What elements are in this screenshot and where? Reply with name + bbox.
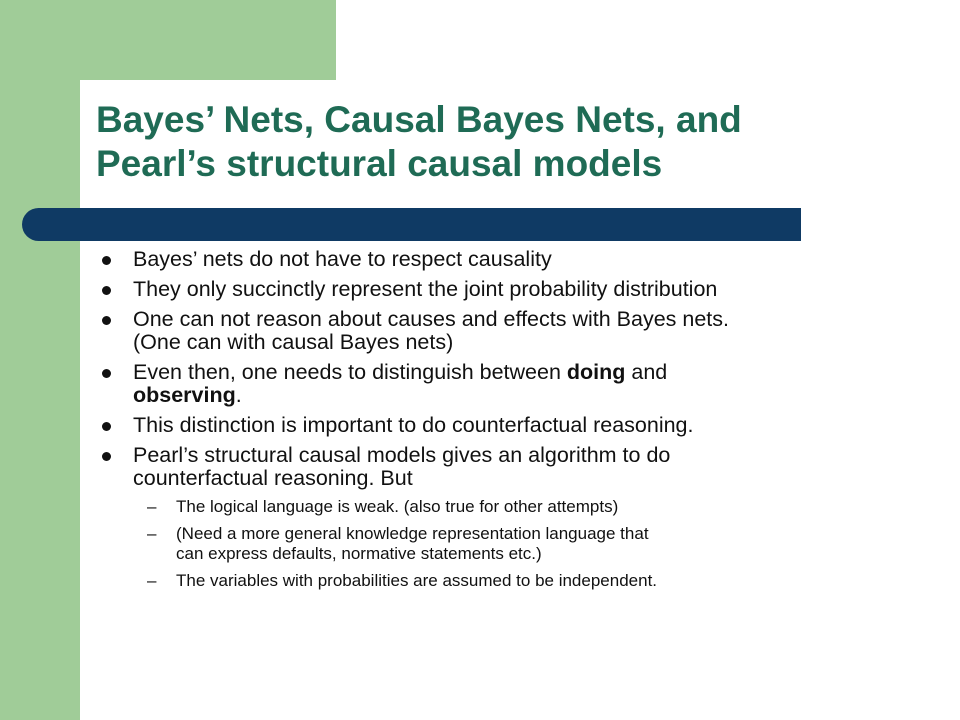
bullet-text-line: (One can with causal Bayes nets): [133, 330, 454, 354]
title-underline-bar: [22, 208, 801, 241]
bullet-list: [96, 248, 916, 591]
bullet-dot-icon: [102, 369, 111, 378]
bullet-text: .: [235, 383, 242, 407]
bullet-item: [96, 414, 916, 437]
bullet-text-line: counterfactual reasoning. But: [133, 466, 413, 490]
sub-bullet-text-line: can express defaults, normative statements etc.): [176, 544, 542, 563]
bullet-dot-icon: [102, 452, 111, 461]
bullet-item: [96, 361, 916, 407]
bullet-item: [96, 248, 916, 271]
sub-bullet-list: [133, 497, 916, 591]
dash-marker: –: [147, 497, 157, 516]
bullet-text: Even then, one needs to distinguish between: [133, 360, 567, 384]
bullet-dot-icon: [102, 256, 111, 265]
sub-bullet-text-line: (Need a more general knowledge representation language that: [176, 524, 649, 543]
title-line-1: Bayes’ Nets, Causal Bayes Nets, and: [96, 99, 742, 140]
bullet-item: [96, 444, 916, 591]
emphasis-observing: observing: [133, 383, 236, 407]
title-line-2: Pearl’s structural causal models: [96, 143, 663, 184]
sub-bullet-item: [133, 571, 916, 591]
bullet-text-line: Pearl’s structural causal models gives an algorithm to do: [133, 443, 671, 467]
bullet-dot-icon: [102, 422, 111, 431]
slide-title: [96, 98, 916, 186]
bullet-text: Bayes’ nets do not have to respect causality: [133, 247, 552, 271]
top-green-tab: [80, 0, 336, 80]
bullet-item: [96, 308, 916, 354]
bullet-text: They only succinctly represent the joint probability distribution: [133, 277, 718, 301]
sub-bullet-text: The variables with probabilities are assumed to be independent.: [176, 571, 658, 590]
slide-body: [96, 248, 916, 598]
sub-bullet-item: [133, 497, 916, 517]
bullet-dot-icon: [102, 286, 111, 295]
sub-bullet-text: The logical language is weak. (also true for other attempts): [176, 497, 619, 516]
bullet-text: This distinction is important to do counterfactual reasoning.: [133, 413, 694, 437]
bullet-text: and: [625, 360, 668, 384]
dash-marker: –: [147, 524, 157, 543]
bullet-text-line: One can not reason about causes and effects with Bayes nets.: [133, 307, 730, 331]
emphasis-doing: doing: [566, 360, 626, 384]
dash-marker: –: [147, 571, 157, 590]
bullet-dot-icon: [102, 316, 111, 325]
left-green-bar: [0, 0, 80, 720]
bullet-item: [96, 278, 916, 301]
sub-bullet-item: [133, 524, 916, 564]
